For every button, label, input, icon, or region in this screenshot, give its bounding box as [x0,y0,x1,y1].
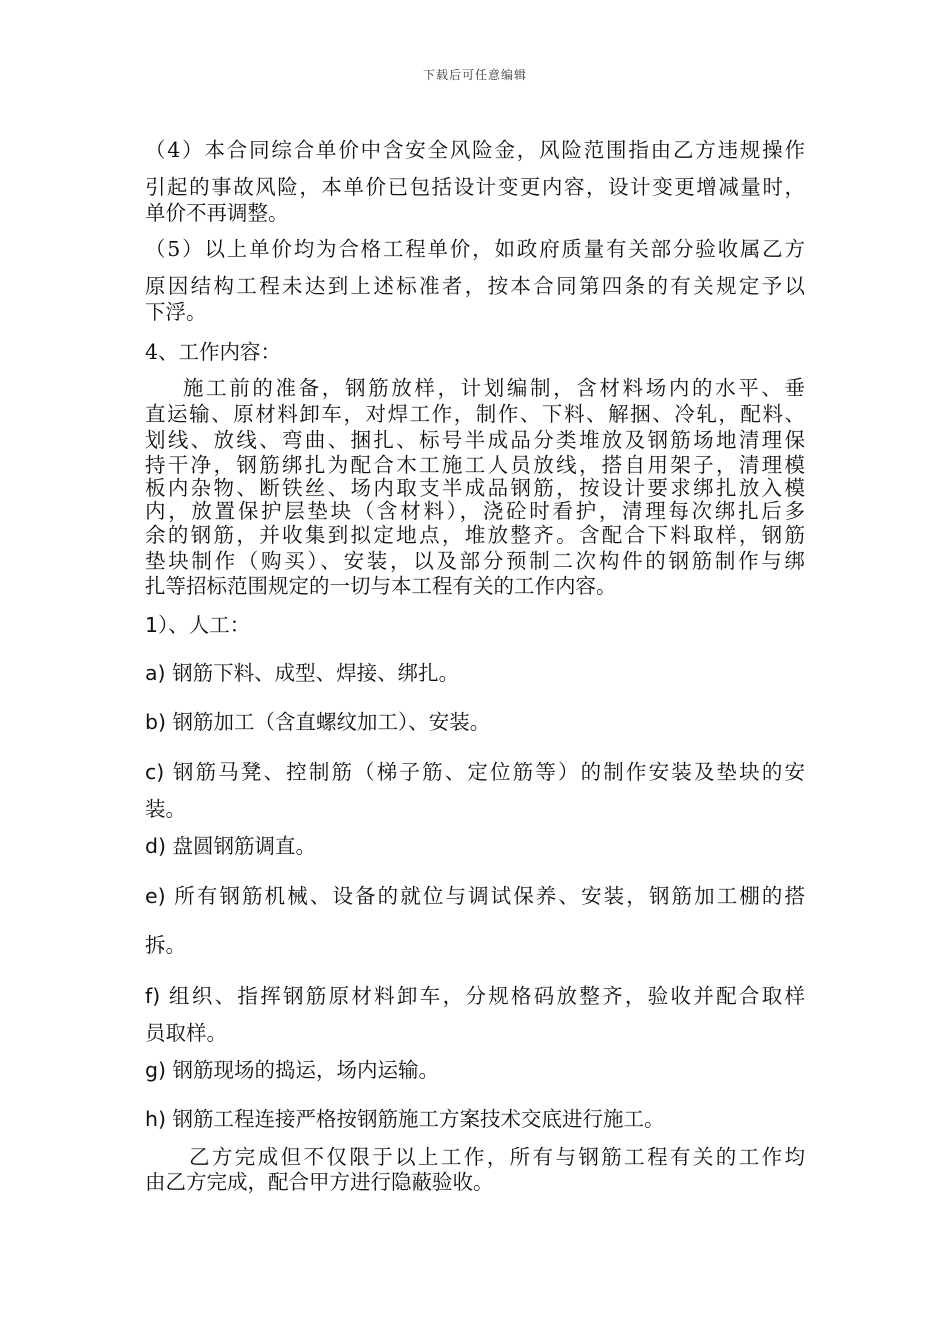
closing-line-2: 由乙方完成，配合甲方进行隐蔽验收。 [145,1170,494,1194]
list-item-g: g) 钢筋现场的捣运，场内运输。 [145,1058,440,1082]
page-header: 下载后可任意编辑 [422,68,527,82]
item-5-line-3: 下浮。 [145,300,207,324]
list-item-e-line-1: e) 所有钢筋机械、设备的就位与调试保养、安装，钢筋加工棚的搭 [145,884,805,908]
list-item-a: a) 钢筋下料、成型、焊接、绑扎。 [145,661,460,685]
work-content-line-6: 内，放置保护层垫块（含材料），浇砼时看护，清理每次绑扎后多 [145,499,805,523]
list-item-h: h) 钢筋工程连接严格按钢筋施工方案技术交底进行施工。 [145,1107,665,1131]
work-content-line-4: 持干净，钢筋绑扎为配合木工施工人员放线，搭自用架子，清理模 [145,453,805,477]
list-item-c-line-1: c) 钢筋马凳、控制筋（梯子筋、定位筋等）的制作安装及垫块的安 [145,760,805,784]
work-content-line-3: 划线、放线、弯曲、捆扎、标号半成品分类堆放及钢筋场地清理保 [145,428,805,452]
list-item-c-line-2: 装。 [145,797,186,821]
list-item-e-line-2: 拆。 [145,933,186,957]
work-content-line-2: 直运输、原材料卸车，对焊工作，制作、下料、解捆、冷轧，配料、 [145,402,805,426]
item-4-line-3: 单价不再调整。 [145,201,289,225]
item-5-line-1: （5）以上单价均为合格工程单价，如政府质量有关部分验收属乙方 [145,237,805,261]
list-item-f-line-1: f) 组织、指挥钢筋原材料卸车，分规格码放整齐，验收并配合取样 [145,984,805,1008]
work-content-line-9: 扎等招标范围规定的一切与本工程有关的工作内容。 [145,574,617,598]
item-5-line-2: 原因结构工程未达到上述标准者，按本合同第四条的有关规定予以 [145,274,805,298]
work-content-line-1: 施工前的准备，钢筋放样，计划编制，含材料场内的水平、垂 [183,376,805,400]
list-item-f-line-2: 员取样。 [145,1021,227,1045]
list-item-d: d) 盘圆钢筋调直。 [145,834,317,858]
work-content-line-8: 垫块制作（购买）、安装，以及部分预制二次构件的钢筋制作与绑 [145,549,805,573]
work-content-line-7: 余的钢筋，并收集到拟定地点，堆放整齐。含配合下料取样，钢筋 [145,523,805,547]
closing-line-1: 乙方完成但不仅限于以上工作，所有与钢筋工程有关的工作均 [189,1145,805,1169]
list-item-b: b) 钢筋加工（含直螺纹加工）、安装。 [145,710,491,734]
section-4-heading: 4、工作内容： [145,340,282,364]
item-4-line-2: 引起的事故风险，本单价已包括设计变更内容，设计变更增减量时， [145,175,805,199]
item-4-line-1: （4）本合同综合单价中含安全风险金，风险范围指由乙方违规操作 [145,138,805,162]
work-content-line-5: 板内杂物、断铁丝、场内取支半成品钢筋，按设计要求绑扎放入模 [145,476,805,500]
labor-heading: 1）、人工： [145,613,251,637]
